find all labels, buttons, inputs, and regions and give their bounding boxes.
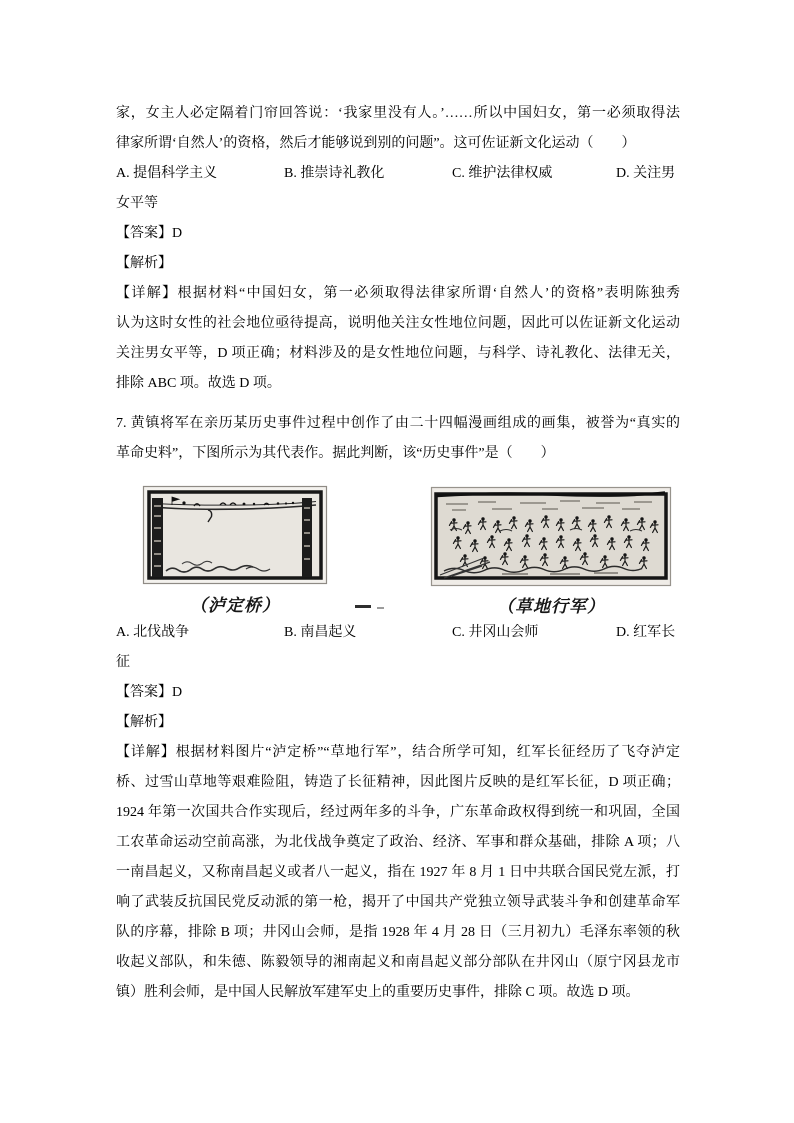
q6-detail-line: 【详解】根据材料“中国妇女，第一必须取得法律家所谓‘自然人’的资格”表明陈独秀 bbox=[116, 286, 680, 301]
grassland-march-image bbox=[430, 486, 672, 587]
q7-detail-line: 响了武装反抗国民党反动派的第一枪，揭开了中国共产党独立领导武装斗争和创建革命军 bbox=[116, 895, 680, 910]
q6-stem-line-2: 律家所谓‘自然人’的资格，然后才能够说到别的问题”。这可佐证新文化运动（ ） bbox=[116, 136, 636, 151]
q6-options-row bbox=[116, 159, 680, 189]
q7-detail-line: 【详解】根据材料图片“泸定桥”“草地行军”，结合所学可知，红军长征经历了飞夺泸定 bbox=[116, 745, 680, 760]
q7-option-d-overflow: 征 bbox=[116, 655, 130, 670]
q6-answer-line: 【答案】D bbox=[116, 226, 183, 241]
q7-stem-line-1: 7. 黄镇将军在亲历某历史事件过程中创作了由二十四幅漫画组成的画集，被誉为“真实的 bbox=[116, 416, 680, 431]
q7-answer-line: 【答案】D bbox=[116, 685, 183, 700]
q7-detail-line: 队的序幕，排除 B 项；井冈山会师，是指 1928 年 4 月 28 日（三月初九）毛泽东率领的秋 bbox=[116, 925, 680, 940]
q7-detail-line: 收起义部队，和朱德、陈毅领导的湘南起义和南昌起义部分部队在井冈山（原宁冈县龙市 bbox=[116, 955, 680, 970]
q6-option-c: C. 维护法律权威 bbox=[452, 166, 553, 181]
q7-option-d: D. 红军长 bbox=[616, 625, 676, 640]
q7-stem-line-2: 革命史料”，下图所示为其代表作。据此判断，该“历史事件”是（ ） bbox=[116, 446, 555, 461]
q6-stem-line-1: 家，女主人必定隔着门帘回答说：‘我家里没有人。’……所以中国妇女，第一必须取得法 bbox=[116, 106, 680, 121]
q6-detail-line: 认为这时女性的社会地位亟待提高，说明他关注女性地位问题，因此可以佐证新文化运动 bbox=[116, 316, 680, 331]
q7-detail-line: 一南昌起义，又称南昌起义或者八一起义，指在 1927 年 8 月 1 日中共联合国民党左派，打 bbox=[116, 865, 680, 880]
q7-option-c: C. 井冈山会师 bbox=[452, 625, 539, 640]
q6-option-b: B. 推崇诗礼教化 bbox=[284, 166, 385, 181]
q6-option-a: A. 提倡科学主义 bbox=[116, 166, 218, 181]
q7-options-row bbox=[116, 618, 680, 648]
scan-artifact-dash bbox=[355, 605, 371, 608]
q7-detail-line: 工农革命运动空前高涨，为北伐战争奠定了政治、经济、军事和群众基础，排除 A 项；八 bbox=[116, 835, 680, 850]
scan-artifact-dot bbox=[377, 607, 384, 609]
q7-detail-line: 1924 年第一次国共合作实现后，经过两年多的斗争，广东革命政权得到统一和巩固，全国 bbox=[116, 805, 680, 820]
q7-option-a: A. 北伐战争 bbox=[116, 625, 190, 640]
figure-caption-luding-bridge: （泸定桥） bbox=[190, 596, 280, 616]
q7-detail-line: 桥、过雪山草地等艰难险阻，铸造了长征精神，因此图片反映的是红军长征，D 项正确； bbox=[116, 775, 680, 790]
figure-luding-bridge bbox=[142, 485, 328, 615]
figure-grassland-march bbox=[430, 486, 672, 616]
q6-detail-line: 关注男女平等，D 项正确；材料涉及的是女性地位问题，与科学、诗礼教化、法律无关， bbox=[116, 346, 680, 361]
figure-caption-grassland-march: （草地行军） bbox=[497, 597, 605, 617]
q6-detail-line: 排除 ABC 项。故选 D 项。 bbox=[116, 376, 281, 391]
luding-bridge-image bbox=[142, 485, 328, 586]
q6-option-d: D. 关注男 bbox=[616, 166, 676, 181]
q6-analysis-line: 【解析】 bbox=[116, 256, 172, 271]
q7-option-b: B. 南昌起义 bbox=[284, 625, 357, 640]
q6-option-d-overflow: 女平等 bbox=[116, 196, 158, 211]
q7-detail-line: 镇）胜利会师，是中国人民解放军建军史上的重要历史事件，排除 C 项。故选 D 项。 bbox=[116, 985, 640, 1000]
q7-analysis-line: 【解析】 bbox=[116, 715, 172, 730]
